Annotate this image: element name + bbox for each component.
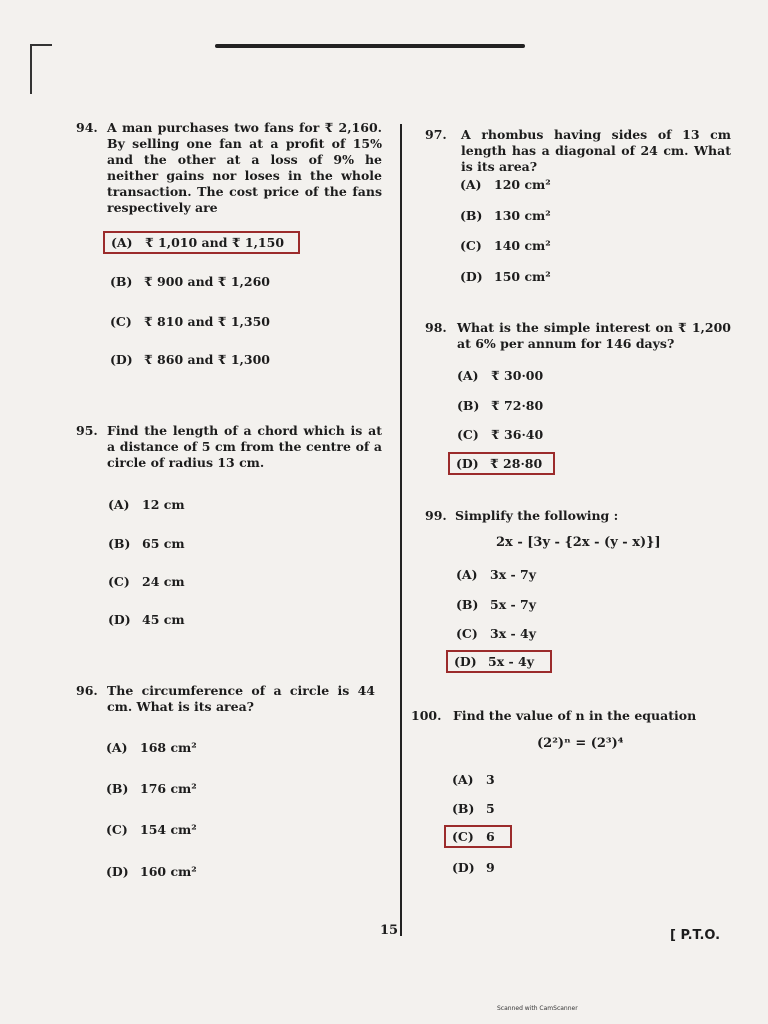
option-a[interactable] — [108, 497, 185, 512]
question-text: Find the length of a chord which is at a distance of 5 cm from the centre of a circle of radius 13 cm. — [107, 423, 382, 470]
question-text: Find the value of n in the equation — [453, 708, 697, 723]
option-text: ₹ 36·40 — [491, 427, 544, 442]
option-a[interactable] — [456, 567, 536, 582]
expression: (2²)ⁿ = (2³)⁴ — [537, 736, 624, 751]
pto-label: [ P.T.O. — [670, 928, 721, 943]
question-number: 98. — [425, 320, 447, 335]
option-text: 9 — [486, 860, 495, 875]
option-c[interactable] — [456, 626, 536, 641]
option-text: 6 — [486, 829, 495, 844]
question-text: What is the simple interest on ₹ 1,200 at 6% per annum for 146 days? — [457, 320, 731, 351]
option-a[interactable] — [452, 772, 495, 787]
option-text: 3x - 7y — [490, 567, 537, 582]
option-label: (B) — [108, 536, 131, 551]
option-text: 45 cm — [142, 612, 185, 627]
option-b[interactable] — [110, 274, 270, 289]
option-b[interactable] — [452, 801, 495, 816]
question-text: A rhombus having sides of 13 cm length has a diagonal of 24 cm. What is its area? — [461, 127, 731, 174]
option-text: 3 — [486, 772, 495, 787]
option-text: ₹ 1,010 and ₹ 1,150 — [145, 235, 285, 250]
question-text: A man purchases two fans for ₹ 2,160. By selling one fan at a profit of 15% and the other at a loss of 9% he neither gains nor loses in the whole transaction. The cost price of the fans respectively are — [107, 120, 382, 215]
option-d[interactable] — [460, 269, 551, 284]
option-label: (C) — [452, 829, 474, 844]
option-text: ₹ 900 and ₹ 1,260 — [144, 274, 270, 289]
expression: 2x - [3y - {2x - (y - x)}] — [496, 535, 661, 550]
option-text: 140 cm² — [494, 238, 551, 253]
question-number: 100. — [411, 708, 442, 723]
option-c[interactable] — [457, 427, 543, 442]
option-label: (D) — [108, 612, 131, 627]
option-label: (C) — [457, 427, 479, 442]
top-rule — [215, 44, 525, 48]
option-label: (B) — [456, 597, 479, 612]
option-label: (D) — [452, 860, 475, 875]
option-a[interactable] — [460, 177, 551, 192]
option-text: 176 cm² — [140, 781, 197, 796]
question-number: 94. — [76, 120, 98, 135]
question-text: The circumference of a circle is 44 cm. What is its area? — [107, 683, 375, 714]
option-text: ₹ 28·80 — [490, 456, 543, 471]
option-label: (D) — [110, 352, 133, 367]
option-text: 160 cm² — [140, 864, 197, 879]
option-label: (C) — [460, 238, 482, 253]
question-number: 99. — [425, 508, 447, 523]
question-number: 97. — [425, 127, 447, 142]
option-text: 12 cm — [142, 497, 185, 512]
option-text: 5x - 7y — [490, 597, 537, 612]
option-c[interactable] — [106, 822, 197, 837]
option-b[interactable] — [456, 597, 536, 612]
option-d[interactable] — [108, 612, 185, 627]
option-label: (C) — [456, 626, 478, 641]
option-label: (A) — [456, 567, 478, 582]
option-text: 130 cm² — [494, 208, 551, 223]
option-label: (C) — [106, 822, 128, 837]
option-label: (B) — [452, 801, 475, 816]
page-edge-mark-top — [30, 44, 52, 46]
option-text: 5x - 4y — [488, 654, 535, 669]
scanner-watermark: Scanned with CamScanner — [497, 1005, 578, 1012]
question-number: 95. — [76, 423, 98, 438]
option-text: 3x - 4y — [490, 626, 537, 641]
option-text: 24 cm — [142, 574, 185, 589]
option-text: 5 — [486, 801, 495, 816]
option-a[interactable] — [457, 368, 543, 383]
option-text: 150 cm² — [494, 269, 551, 284]
option-label: (D) — [454, 654, 477, 669]
option-text: 120 cm² — [494, 177, 551, 192]
option-a[interactable] — [106, 740, 197, 755]
option-c[interactable] — [444, 825, 512, 848]
option-label: (D) — [106, 864, 129, 879]
option-label: (A) — [108, 497, 130, 512]
option-label: (D) — [460, 269, 483, 284]
question-text: Simplify the following : — [455, 508, 619, 523]
option-a[interactable] — [103, 231, 300, 254]
option-label: (C) — [110, 314, 132, 329]
option-c[interactable] — [110, 314, 270, 329]
option-d[interactable] — [452, 860, 495, 875]
option-b[interactable] — [106, 781, 197, 796]
option-c[interactable] — [108, 574, 185, 589]
option-text: 65 cm — [142, 536, 185, 551]
page-number: 15 — [380, 923, 399, 938]
option-d[interactable] — [106, 864, 197, 879]
option-b[interactable] — [108, 536, 185, 551]
option-label: (A) — [460, 177, 482, 192]
option-label: (D) — [456, 456, 479, 471]
option-label: (C) — [108, 574, 130, 589]
option-label: (B) — [460, 208, 483, 223]
option-label: (A) — [452, 772, 474, 787]
option-text: ₹ 30·00 — [491, 368, 544, 383]
option-d[interactable] — [110, 352, 270, 367]
option-b[interactable] — [457, 398, 543, 413]
column-divider — [400, 124, 402, 936]
option-label: (A) — [111, 235, 133, 250]
question-number: 96. — [76, 683, 98, 698]
option-text: 168 cm² — [140, 740, 197, 755]
option-label: (B) — [110, 274, 133, 289]
option-c[interactable] — [460, 238, 551, 253]
option-b[interactable] — [460, 208, 551, 223]
option-d[interactable] — [446, 650, 552, 673]
option-d[interactable] — [448, 452, 555, 475]
option-text: ₹ 860 and ₹ 1,300 — [144, 352, 270, 367]
option-label: (B) — [106, 781, 129, 796]
option-label: (A) — [457, 368, 479, 383]
option-text: ₹ 72·80 — [491, 398, 544, 413]
option-label: (A) — [106, 740, 128, 755]
option-text: 154 cm² — [140, 822, 197, 837]
page-edge-mark — [30, 44, 32, 94]
option-label: (B) — [457, 398, 480, 413]
option-text: ₹ 810 and ₹ 1,350 — [144, 314, 270, 329]
